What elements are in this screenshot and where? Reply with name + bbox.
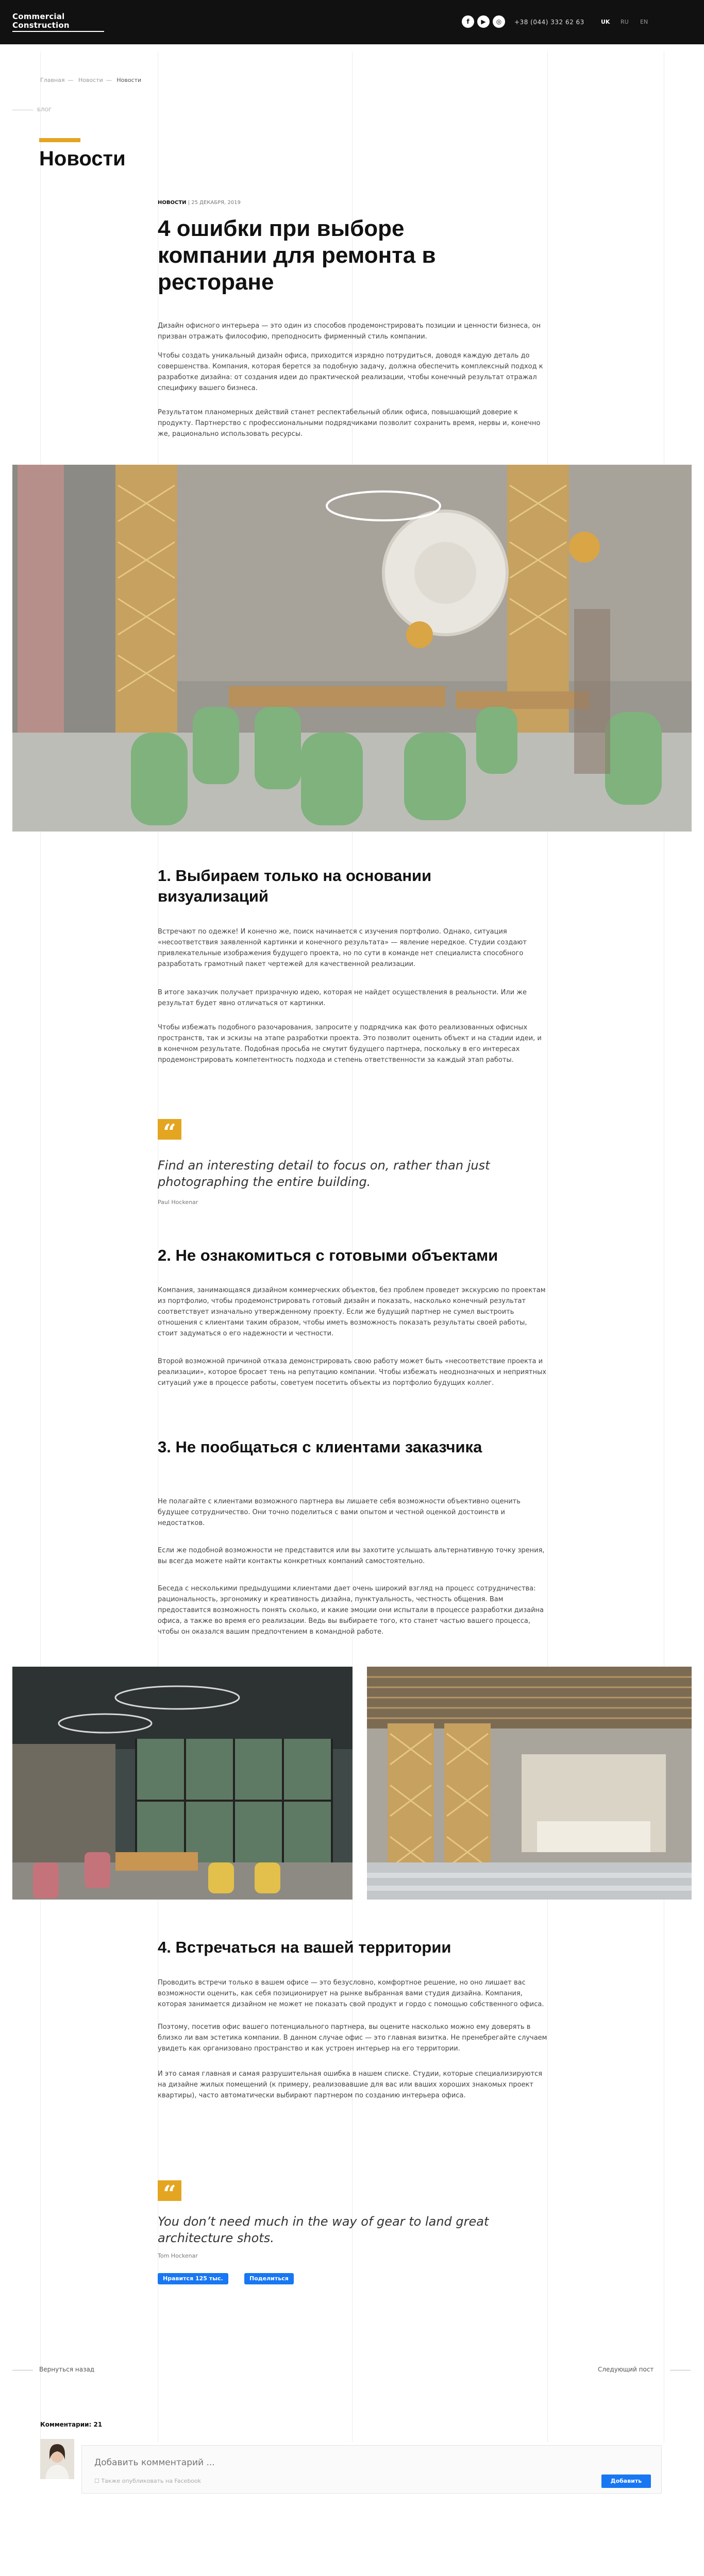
guide-line <box>40 52 41 2442</box>
quote-author: Tom Hockenar <box>158 2252 198 2259</box>
breadcrumb-news[interactable]: Новости <box>78 77 103 83</box>
post-meta <box>158 200 241 206</box>
quote-icon: “ <box>158 1119 181 1140</box>
post-category[interactable]: НОВОСТИ <box>158 200 187 206</box>
quote-author: Paul Hockenar <box>158 1199 198 1206</box>
section-paragraph: Если же подобной возможности не представится или вы захотите услышать альтернативную точку зрения, вы всегда можете найти контакты конкретных компаний самостоятельно. <box>158 1547 545 1565</box>
lang-ru[interactable]: RU <box>621 19 629 25</box>
like-label: Нравится 125 тыс. <box>163 2275 223 2282</box>
instagram-icon[interactable]: ◎ <box>493 15 505 28</box>
comment-input[interactable] <box>94 2455 641 2470</box>
quote-text: Find an interesting detail to focus on, rather than just photographing the entire building. <box>158 1158 490 1189</box>
restaurant-hero-photo <box>12 465 692 832</box>
title-accent-bar <box>39 138 80 142</box>
section-paragraph: Беседа с несколькими предыдущими клиентами дает очень широкий взгляд на процесс сотрудничества: рациональность, эргономику и креативность дизайна, пунктуальность, честность общения. Вам предоставится возможность понять сколько, и какие эмоции они испытали в процессе разработки дизайна офиса, а также во время его реализации. Ведь вы выбираете того, кто станет частью вашего процесса, чтобы он оказался вашим предпочтением в командной работе. <box>158 1585 544 1636</box>
logo-line2: Construction <box>12 21 104 32</box>
section-paragraph: Компания, занимающаяся дизайном коммерческих объектов, без проблем проведет экскурсию по проектам из портфолио, чтобы продемонстрировать готовый дизайн и показать, насколько конечный результат соответствует изначально утвержденному проекту. Если же будущий партнер не сумел выстроить отношения с клиентами таким образом, чтобы иметь возможность показать результаты своей работы, стоит задуматься о его надежности и честности. <box>158 1286 546 1337</box>
section-paragraph: И это самая главная и самая разрушительная ошибка в нашем списке. Студии, которые специализируются на дизайне жилых помещений (к примеру, реализовавшие для вас или ваших хороших знакомых проект квартиры), часто автоматически выбирают партнером по созданию интерьера офиса. <box>158 2070 543 2099</box>
logo-line1: Commercial <box>12 12 65 21</box>
section-heading: 2. Не ознакомиться с готовыми объектами <box>158 1246 498 1264</box>
section-paragraph: Встречают по одежке! И конечно же, поиск начинается с изучения портфолио. Однако, ситуация «несоответствия заявленной картинки и конечного результата» — явление нередкое. Студии создают привлекательные изображения будущего проекта, но по сути в команде нет специалиста способного разработать грамотный пакет чертежей для качественной реализации. <box>158 928 527 968</box>
lang-en[interactable]: EN <box>640 19 648 25</box>
section-paragraph: Проводить встречи только в вашем офисе — это безусловно, комфортное решение, но оно лишает вас возможности оценить, как себя позиционирует на рынке выбранная вами студия дизайна. Компания, которая занимается дизайном не может не показать свой продукт и гордо с помощью собственного офиса. <box>158 1979 544 2008</box>
section-heading: 1. Выбираем только на основании визуализаций <box>158 867 432 905</box>
facebook-like-button[interactable] <box>158 2273 228 2284</box>
quote-text: You don’t need much in the way of gear to land great architecture shots. <box>158 2214 489 2245</box>
breadcrumb: Главная — Новости — Новости <box>40 77 142 83</box>
facebook-post-checkbox[interactable]: ☐ Также опубликовать на Facebook <box>94 2478 202 2484</box>
article-title: 4 ошибки при выборе компании для ремонта в ресторане <box>158 216 436 295</box>
back-link[interactable]: Вернуться назад <box>39 2366 95 2373</box>
breadcrumb-current: Новости <box>116 77 142 83</box>
blog-tag: БЛОГ <box>12 107 52 113</box>
intro-paragraph: Результатом планомерных действий станет респектабельный облик офиса, повышающий доверие к продукту. Партнерство с профессиональными подрядчиками позволит сохранить время, нервы и, конечно же, рационально использовать ресурсы. <box>158 409 541 438</box>
comments-title: Комментарии: 21 <box>40 2421 103 2428</box>
section-paragraph: В итоге заказчик получает призрачную идею, которая не найдет осуществления в реальности. Или же результат будет явно отличаться от картинки. <box>158 989 527 1007</box>
header-phone[interactable]: +38 (044) 332 62 63 <box>514 19 584 26</box>
section-paragraph: Чтобы избежать подобного разочарования, запросите у подрядчика как фото реализованных офисных пространств, так и эскизы на этапе разработки проекта. Это позволит оценить объект и на стадии идеи, и в конечном результате. Подобная просьба не смутит будущего партнера, поскольку в его интересах продемонстрировать компетентность подхода и степень ответственности за каждый этап работы. <box>158 1024 542 1064</box>
quote-icon: “ <box>158 2180 181 2201</box>
post-date: | 25 ДЕКАБРЯ, 2019 <box>188 200 241 206</box>
facebook-icon[interactable]: f <box>462 15 474 28</box>
next-post-link[interactable]: Следующий пост <box>598 2366 654 2373</box>
share-label: Поделиться <box>249 2275 289 2282</box>
intro-paragraph: Чтобы создать уникальный дизайн офиса, приходится изрядно потрудиться, доводя каждую деталь до совершенства. Компания, которая берется за подобную задачу, должна обеспечить комплексный подход к разработке дизайна: от создания идеи до практической реализации, чтобы конечный результат отражал специфику вашего бизнеса. <box>158 352 543 392</box>
avatar <box>40 2439 74 2479</box>
guide-line <box>547 52 548 2442</box>
section-heading: 4. Встречаться на вашей территории <box>158 1938 451 1956</box>
restaurant-photo-left <box>12 1667 353 1900</box>
youtube-icon[interactable]: ▶ <box>477 15 490 28</box>
section-heading: 3. Не пообщаться с клиентами заказчика <box>158 1438 482 1456</box>
restaurant-photo-right <box>367 1667 692 1900</box>
intro-paragraph: Дизайн офисного интерьера — это один из способов продемонстрировать позиции и ценности бизнеса, он призван отражать философию, преподносить фирменный стиль компании. <box>158 322 541 341</box>
add-comment-button[interactable]: Добавить <box>601 2475 651 2488</box>
page-title: Новости <box>39 147 126 170</box>
comment-form <box>81 2445 662 2494</box>
logo[interactable] <box>12 12 104 32</box>
breadcrumb-home[interactable]: Главная <box>40 77 65 83</box>
site-header <box>0 0 704 44</box>
facebook-post-label: Также опубликовать на Facebook <box>101 2478 202 2484</box>
section-paragraph: Не полагайте с клиентами возможного партнера вы лишаете себя возможности объективно оценить будущее сотрудничество. Они точно поделиться с вами опытом и честной оценкой достоинств и недостатков. <box>158 1498 521 1527</box>
section-paragraph: Поэтому, посетив офис вашего потенциального партнера, вы оцените насколько можно ему доверять в близко ли вам эстетика компании. В данном случае офис — это главная визитка. Не пренебрегайте случаем увидеть как организовано пространство и как устроен интерьер на его территории. <box>158 2023 547 2053</box>
section-paragraph: Второй возможной причиной отказа демонстрировать свою работу может быть «несоответствие проекта и реализации», которое бросает тень на репутацию компании. Чтобы избежать неоднозначных и неприятных ситуаций уже в процессе работы, советуем посетить объекты из портфолио будущих коллег. <box>158 1358 547 1387</box>
lang-uk[interactable]: UK <box>601 19 610 25</box>
facebook-share-button[interactable] <box>244 2273 294 2284</box>
